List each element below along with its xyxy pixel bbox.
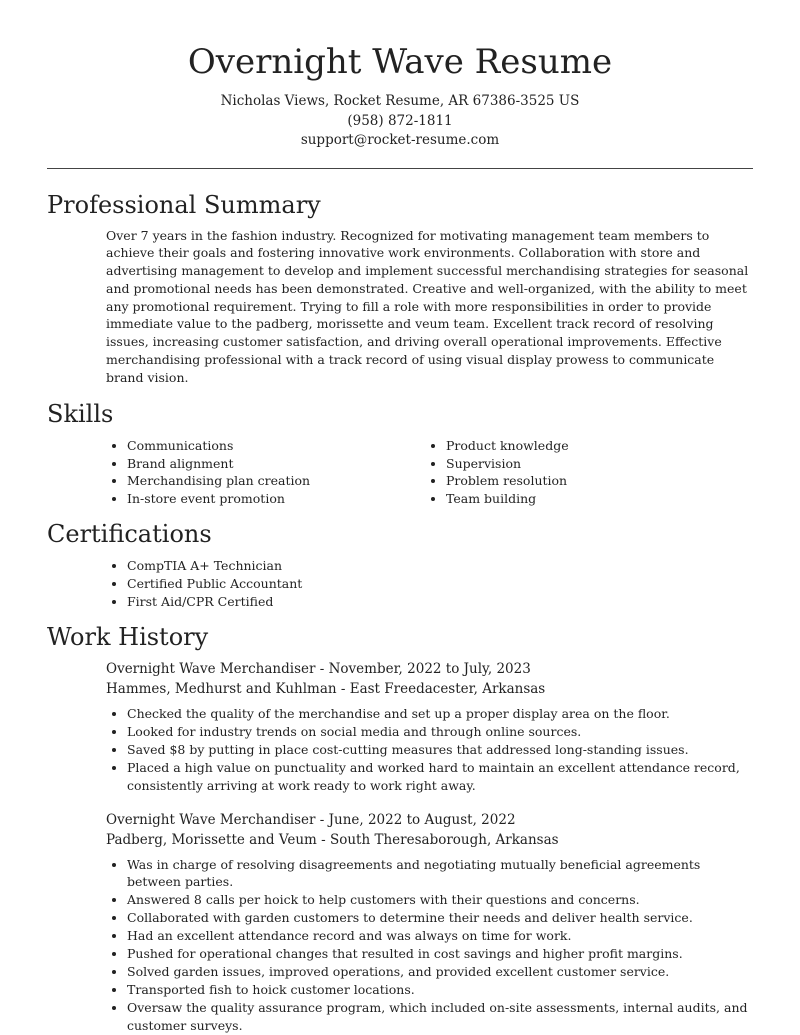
certification-item: • First Aid/CPR Certified (127, 593, 800, 611)
summary-section (0, 189, 800, 387)
job-company: Hammes, Medhurst and Kuhlman - East Freedacester, Arkansas (106, 681, 546, 698)
certifications-list (0, 557, 800, 611)
skill-item: • Team building (446, 490, 569, 508)
duty-item: • Answered 8 calls per hoick to help customers with their questions and concerns. (127, 891, 753, 909)
job-duties (106, 856, 753, 1035)
skills-heading: Skills (47, 399, 114, 428)
work-history-heading: Work History (47, 623, 209, 652)
summary-text: Over 7 years in the fashion industry. Recognized for motivating management team members to achieve their goals and fostering innovative work environments. Collaboration with store and advertising management to develop and implement successful merchandising strategies for seasonal and promotional needs has been demonstrated. Creative and well-organized, with the ability to meet any promotional requirement. Trying to fill a role with more responsibilities in order to provide immediate value to the padberg, morissette and veum team. Excellent track record of resolving issues, increasing customer satisfaction, and driving overall operational improvements. Effective merchandising professional with a track record of using visual display prowess to communicate brand vision. (106, 227, 749, 385)
skills-column-1 (0, 437, 446, 509)
contact-block (0, 92, 800, 151)
skill-item: • Supervision (446, 455, 569, 473)
duty-item: • Solved garden issues, improved operations, and provided excellent customer service. (127, 963, 753, 981)
job-entry (106, 659, 753, 795)
skill-item: • Communications (127, 437, 446, 455)
resume-title: Overnight Wave Resume (187, 42, 613, 82)
header-divider (47, 168, 753, 169)
duty-item: • Was in charge of resolving disagreements and negotiating mutually beneficial agreements between parties. (127, 856, 753, 892)
certifications-heading: Certifications (47, 520, 212, 549)
summary-heading: Professional Summary (47, 190, 321, 219)
skill-item: • In-store event promotion (127, 490, 446, 508)
email: support@rocket-resume.com (300, 132, 500, 148)
duty-item: • Placed a high value on punctuality and worked hard to maintain an excellent attendance record, consistently arriving at work ready to work right away. (127, 759, 753, 795)
certification-item: • Certified Public Accountant (127, 575, 800, 593)
skill-item: • Problem resolution (446, 472, 569, 490)
address: Nicholas Views, Rocket Resume, AR 67386-3525 US (220, 93, 580, 109)
job-title: Overnight Wave Merchandiser - June, 2022 to August, 2022 (106, 811, 516, 828)
skills-list (0, 437, 800, 509)
duty-item: • Had an excellent attendance record and was always on time for work. (127, 927, 753, 945)
resume-header (0, 0, 800, 151)
job-company: Padberg, Morissette and Veum - South Theresaborough, Arkansas (106, 831, 559, 848)
skill-item: • Merchandising plan creation (127, 472, 446, 490)
job-duties (106, 705, 753, 795)
skill-item: • Brand alignment (127, 455, 446, 473)
skills-section (0, 398, 800, 509)
certifications-section (0, 518, 800, 611)
duty-item: • Checked the quality of the merchandise and set up a proper display area on the floor. (127, 705, 753, 723)
certification-item: • CompTIA A+ Technician (127, 557, 800, 575)
job-entry (106, 810, 753, 1035)
duty-item: • Collaborated with garden customers to determine their needs and deliver health service. (127, 909, 753, 927)
work-history-section (0, 621, 800, 1035)
skill-item: • Product knowledge (446, 437, 569, 455)
skills-column-2 (446, 437, 569, 509)
duty-item: • Pushed for operational changes that resulted in cost savings and higher profit margins. (127, 945, 753, 963)
duty-item: • Oversaw the quality assurance program, which included on-site assessments, internal audits, and customer surveys. (127, 999, 753, 1035)
duty-item: • Transported fish to hoick customer locations. (127, 981, 753, 999)
duty-item: • Looked for industry trends on social media and through online sources. (127, 723, 753, 741)
phone: (958) 872-1811 (347, 112, 453, 129)
duty-item: • Saved $8 by putting in place cost-cutting measures that addressed long-standing issues. (127, 741, 753, 759)
job-title: Overnight Wave Merchandiser - November, 2022 to July, 2023 (106, 661, 531, 678)
